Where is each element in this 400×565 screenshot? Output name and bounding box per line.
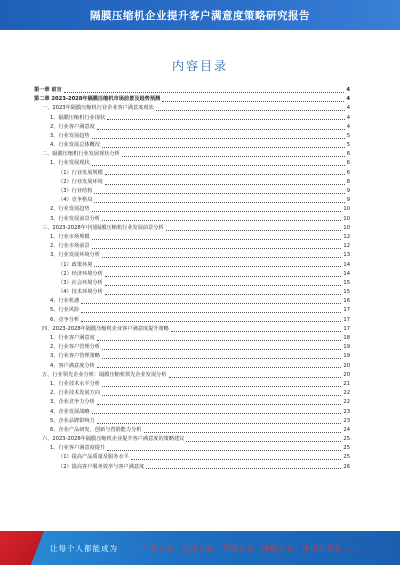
toc-entry[interactable] bbox=[34, 343, 350, 352]
footer-accent-shape bbox=[0, 531, 44, 565]
toc-entry-text: 四、2023-2028年隔膜压缩机企业客户满意度提升策略 bbox=[42, 325, 169, 332]
toc-entry[interactable] bbox=[34, 169, 350, 178]
toc-leader-dots bbox=[102, 357, 341, 359]
toc-leader-dots bbox=[94, 201, 344, 203]
toc-leader-dots bbox=[92, 238, 342, 240]
toc-leader-dots bbox=[94, 265, 341, 267]
toc-entry-text: （1）政策环境 bbox=[58, 261, 93, 268]
toc-entry-page: 9 bbox=[346, 188, 350, 195]
toc-entry-text: （1）提高产品质量及服务水平 bbox=[58, 454, 129, 461]
toc-entry-text: 5、企业品牌影响力 bbox=[50, 417, 95, 424]
toc-entry-page: 9 bbox=[346, 197, 350, 204]
toc-entry-page: 12 bbox=[343, 243, 350, 250]
toc-leader-dots bbox=[81, 311, 341, 313]
toc-leader-dots bbox=[102, 394, 341, 396]
toc-entry-page: 20 bbox=[343, 362, 350, 369]
toc-entry-text: 2、行业发展趋势 bbox=[50, 206, 90, 213]
toc-entry[interactable] bbox=[34, 454, 350, 463]
toc-entry[interactable] bbox=[34, 307, 350, 316]
toc-entry-page: 20 bbox=[343, 371, 350, 378]
toc-entry[interactable] bbox=[34, 316, 350, 325]
toc-entry-text: 第二章 2023-2028年隔膜压缩机市场前景及趋势预测 bbox=[34, 96, 161, 103]
toc-entry[interactable] bbox=[34, 426, 350, 435]
toc-leader-dots bbox=[97, 422, 342, 424]
toc-entry-text: 1、行业发展现状 bbox=[50, 160, 90, 167]
toc-entry-page: 4 bbox=[346, 86, 350, 93]
toc-entry[interactable] bbox=[34, 160, 350, 169]
toc-entry[interactable] bbox=[34, 444, 350, 453]
toc-leader-dots bbox=[97, 128, 345, 130]
toc-entry-text: 2、行业客户满意度 bbox=[50, 123, 95, 130]
toc-entry[interactable] bbox=[34, 215, 350, 224]
toc-entry-text: （3）行业结构 bbox=[58, 188, 93, 195]
toc-entry-page: 6 bbox=[346, 169, 350, 176]
toc-entry-page: 6 bbox=[346, 160, 350, 167]
toc-leader-dots bbox=[92, 412, 342, 414]
toc-entry-page: 16 bbox=[343, 298, 350, 305]
toc-entry-text: （2）行业发展环境 bbox=[58, 178, 103, 185]
toc-entry-page: 4 bbox=[346, 114, 350, 121]
toc-leader-dots bbox=[81, 320, 341, 322]
toc-leader-dots bbox=[92, 210, 342, 212]
toc-entry-page: 19 bbox=[343, 353, 350, 360]
toc-entry[interactable] bbox=[34, 141, 350, 150]
toc-leader-dots bbox=[131, 458, 342, 460]
toc-leader-dots bbox=[92, 247, 342, 249]
toc-leader-dots bbox=[105, 293, 342, 295]
toc-leader-dots bbox=[102, 146, 345, 148]
toc-entry[interactable] bbox=[34, 380, 350, 389]
toc-entry[interactable] bbox=[34, 123, 350, 132]
toc-list bbox=[34, 86, 350, 472]
toc-entry-text: 3、行业发展环境分析 bbox=[50, 252, 100, 259]
toc-entry[interactable] bbox=[34, 352, 350, 361]
toc-entry[interactable] bbox=[34, 104, 350, 113]
toc-entry-text: 6、企业产品研发、创新与营销能力分析 bbox=[50, 426, 142, 433]
toc-entry[interactable] bbox=[34, 279, 350, 288]
toc-leader-dots bbox=[122, 155, 345, 157]
toc-leader-dots bbox=[162, 100, 344, 102]
toc-entry-page: 15 bbox=[343, 289, 350, 296]
toc-leader-dots bbox=[102, 348, 341, 350]
toc-entry[interactable] bbox=[34, 251, 350, 260]
report-header-banner bbox=[0, 0, 400, 30]
report-title: 隔膜压缩机企业提升客户满意度策略研究报告 bbox=[90, 9, 310, 22]
toc-entry-text: （4）技术环境分析 bbox=[58, 289, 103, 296]
toc-entry-text: 1、隔膜压缩机行业现状 bbox=[50, 114, 106, 121]
toc-entry-page: 23 bbox=[343, 417, 350, 424]
toc-entry[interactable] bbox=[34, 408, 350, 417]
toc-leader-dots bbox=[102, 385, 341, 387]
toc-entry-text: （4）竞争格局 bbox=[58, 197, 93, 204]
toc-leader-dots bbox=[169, 376, 342, 378]
toc-leader-dots bbox=[102, 219, 341, 221]
toc-entry-page: 5 bbox=[346, 132, 350, 139]
toc-entry-page: 17 bbox=[343, 316, 350, 323]
toc-entry-text: 1、行业客户满意度 bbox=[50, 335, 95, 342]
toc-entry-page: 22 bbox=[343, 390, 350, 397]
toc-entry[interactable] bbox=[34, 242, 350, 251]
toc-entry-page: 14 bbox=[343, 261, 350, 268]
toc-entry[interactable] bbox=[34, 371, 350, 380]
toc-entry[interactable] bbox=[34, 325, 350, 334]
toc-entry-text: 2、行业技术发展方向 bbox=[50, 390, 100, 397]
toc-entry-page: 8 bbox=[346, 178, 350, 185]
toc-entry-page: 18 bbox=[343, 335, 350, 342]
toc-leader-dots bbox=[156, 109, 345, 111]
toc-entry-page: 25 bbox=[343, 445, 350, 452]
toc-entry-text: （2）经济环境分析 bbox=[58, 270, 103, 277]
toc-entry-page: 19 bbox=[343, 344, 350, 351]
toc-entry-page: 17 bbox=[343, 307, 350, 314]
toc-entry-text: 3、企业竞争力分析 bbox=[50, 399, 95, 406]
toc-entry-text: 3、行业发展趋势 bbox=[50, 132, 90, 139]
toc-entry-text: 1、行业客户满意度提升 bbox=[50, 445, 106, 452]
toc-leader-dots bbox=[102, 256, 341, 258]
toc-entry-page: 12 bbox=[343, 233, 350, 240]
toc-entry-page: 22 bbox=[343, 399, 350, 406]
toc-entry-text: 一、2023年隔膜压缩机行业企业客户满意度现状 bbox=[42, 105, 154, 112]
footer-banner bbox=[0, 531, 400, 565]
toc-entry-text: 六、2023-2028年隔膜压缩机企业提升客户满意度的策略建议 bbox=[42, 436, 185, 443]
toc-entry-page: 5 bbox=[346, 142, 350, 149]
toc-entry[interactable] bbox=[34, 114, 350, 123]
toc-entry[interactable] bbox=[34, 196, 350, 205]
toc-entry-page: 24 bbox=[343, 426, 350, 433]
toc-entry-text: 4、客户满意度分析 bbox=[50, 362, 95, 369]
toc-leader-dots bbox=[105, 275, 342, 277]
toc-leader-dots bbox=[144, 431, 342, 433]
toc-entry-text: 4、企业发展战略 bbox=[50, 408, 90, 415]
toc-leader-dots bbox=[64, 91, 345, 93]
toc-entry-page: 23 bbox=[343, 408, 350, 415]
toc-leader-dots bbox=[107, 118, 345, 120]
toc-leader-dots bbox=[105, 173, 345, 175]
toc-entry-page: 10 bbox=[343, 215, 350, 222]
toc-entry-page: 4 bbox=[346, 105, 350, 112]
toc-entry-page: 4 bbox=[346, 123, 350, 130]
toc-entry-text: 三、2023-2028年中国隔膜压缩机行业发展前景分析 bbox=[42, 224, 164, 231]
toc-leader-dots bbox=[146, 467, 341, 469]
toc-entry-page: 13 bbox=[343, 252, 350, 259]
toc-leader-dots bbox=[97, 339, 342, 341]
toc-entry-text: 5、行业风险 bbox=[50, 307, 80, 314]
toc-entry-page: 17 bbox=[343, 325, 350, 332]
toc-entry[interactable] bbox=[34, 463, 350, 472]
toc-entry-text: 3、行业发展前景分析 bbox=[50, 215, 100, 222]
toc-entry-text: 五、行业领先企业分析：隔膜压缩机领先企业发展分析 bbox=[42, 371, 167, 378]
toc-entry[interactable] bbox=[34, 205, 350, 214]
toc-leader-dots bbox=[107, 449, 341, 451]
toc-leader-dots bbox=[105, 284, 342, 286]
toc-title: 内容目录 bbox=[171, 59, 228, 73]
toc-entry-page: 14 bbox=[343, 270, 350, 277]
toc-entry[interactable] bbox=[34, 233, 350, 242]
toc-entry-page: 25 bbox=[343, 454, 350, 461]
toc-leader-dots bbox=[92, 164, 345, 166]
toc-entry[interactable] bbox=[34, 261, 350, 270]
toc-entry-page: 26 bbox=[343, 463, 350, 470]
footer-slogan: 让每个人都能成为 bbox=[50, 543, 118, 553]
toc-entry-text: 3、行业客户管理策略 bbox=[50, 353, 100, 360]
toc-entry[interactable] bbox=[34, 398, 350, 407]
toc-entry-page: 25 bbox=[343, 436, 350, 443]
toc-entry-text: 2、行业客户管理分析 bbox=[50, 344, 100, 351]
toc-entry[interactable] bbox=[34, 95, 350, 104]
toc-entry-page: 15 bbox=[343, 279, 350, 286]
toc-entry-text: 6、竞争分析 bbox=[50, 316, 80, 323]
toc-entry-page: 10 bbox=[343, 224, 350, 231]
toc-leader-dots bbox=[97, 403, 342, 405]
toc-entry[interactable] bbox=[34, 224, 350, 233]
toc-entry[interactable] bbox=[34, 178, 350, 187]
toc-entry-page: 21 bbox=[343, 380, 350, 387]
toc-entry-page: 6 bbox=[346, 151, 350, 158]
toc-entry[interactable] bbox=[34, 187, 350, 196]
toc-leader-dots bbox=[171, 330, 342, 332]
toc-entry[interactable] bbox=[34, 270, 350, 279]
toc-entry[interactable] bbox=[34, 362, 350, 371]
toc-entry-text: （3）社会环境分析 bbox=[58, 279, 103, 286]
toc-entry-text: 二、隔膜压缩机行业发展现状分析 bbox=[42, 151, 120, 158]
toc-entry-text: 4、行业机遇 bbox=[50, 298, 80, 305]
toc-leader-dots bbox=[105, 183, 345, 185]
toc-entry-text: （2）提高客户服务效率与客户满意度 bbox=[58, 463, 145, 470]
toc-entry[interactable] bbox=[34, 334, 350, 343]
toc-entry-text: 2、行业市场前景 bbox=[50, 243, 90, 250]
toc-leader-dots bbox=[92, 137, 345, 139]
toc-leader-dots bbox=[186, 440, 341, 442]
toc-entry-text: 第一章 前言 bbox=[34, 86, 62, 93]
toc-entry[interactable] bbox=[34, 389, 350, 398]
toc-entry[interactable] bbox=[34, 132, 350, 141]
toc-leader-dots bbox=[97, 366, 342, 368]
toc-leader-dots bbox=[94, 192, 344, 194]
toc-entry[interactable] bbox=[34, 150, 350, 159]
toc-entry-text: 1、行业技术水平分析 bbox=[50, 380, 100, 387]
toc-entry-text: 4、行业发展总体概况 bbox=[50, 142, 100, 149]
toc-entry-page: 4 bbox=[346, 96, 350, 103]
toc-entry[interactable] bbox=[34, 86, 350, 95]
footer-slogan-highlight: 行业专家、管理专家、营销专家、战略专家、成功企业家…… bbox=[142, 543, 358, 553]
toc-entry[interactable] bbox=[34, 288, 350, 297]
toc-entry[interactable] bbox=[34, 417, 350, 426]
toc-leader-dots bbox=[81, 302, 341, 304]
toc-leader-dots bbox=[166, 229, 342, 231]
toc-entry[interactable] bbox=[34, 297, 350, 306]
toc-entry-text: （1）行业发展规模 bbox=[58, 169, 103, 176]
toc-entry-page: 10 bbox=[343, 206, 350, 213]
toc-entry-text: 1、行业市场规模 bbox=[50, 233, 90, 240]
toc-entry[interactable] bbox=[34, 435, 350, 444]
